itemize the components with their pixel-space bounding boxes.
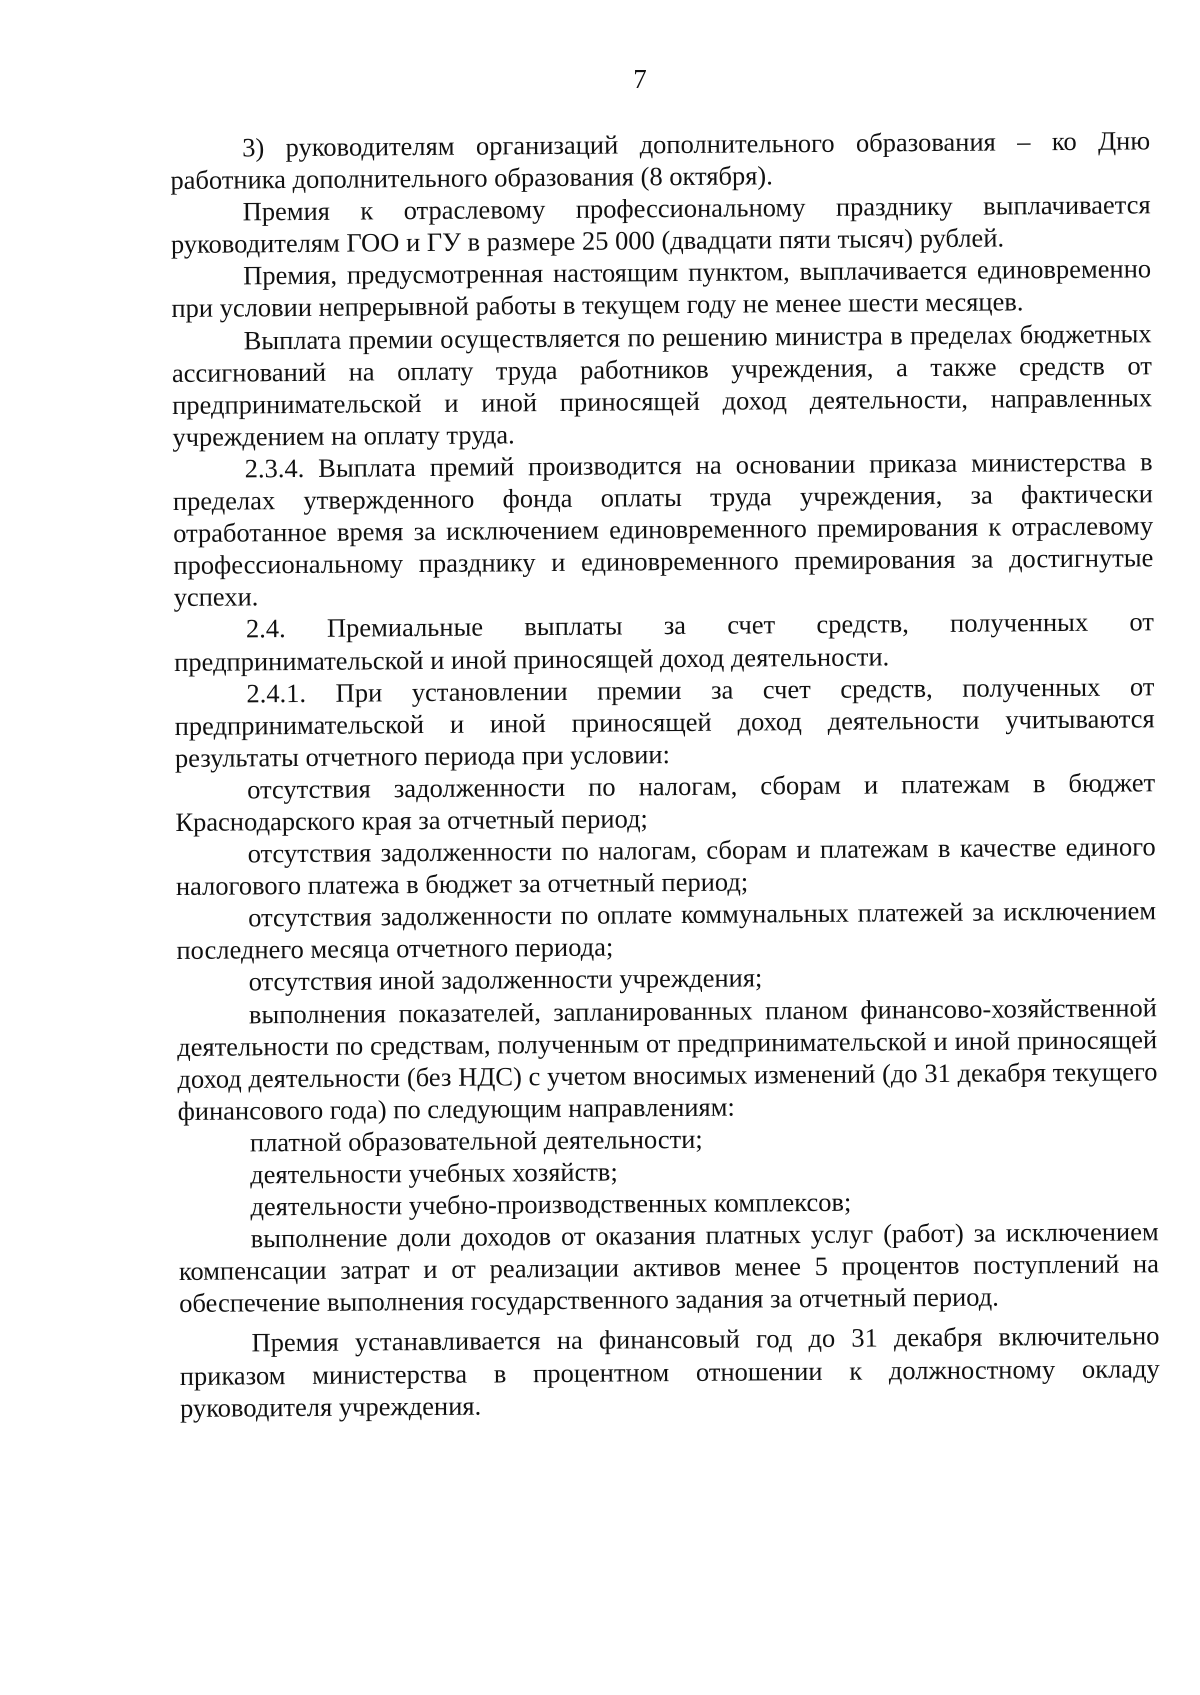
paragraph-3: Премия, предусмотренная настоящим пунктом, выплачивается единовременно при условии непрерывной работы в текущем году не менее шести месяцев. xyxy=(171,253,1152,324)
paragraph-7: 2.4.1. При установлении премии за счет средств, полученных от предпринимательской и иной приносящей доход деятельности учитываются результаты отчетного периода при условии: xyxy=(174,670,1155,773)
document-body xyxy=(170,124,1160,1423)
paragraph-14: деятельности учебных хозяйств; xyxy=(250,1156,618,1190)
paragraph-6: 2.4. Премиальные выплаты за счет средств, полученных от предпринимательской и иной приносящей доход деятельности. xyxy=(174,606,1154,677)
paragraph-5: 2.3.4. Выплата премий производится на основании приказа министерства в пределах утвержденного фонда оплаты труда учреждения, за фактически отработанное время за исключением единовременного премирования к отраслевому профессиональному празднику и единовременного премирования за достигнутые успехи. xyxy=(172,446,1154,613)
paragraph-9: отсутствия задолженности по налогам, сборам и платежам в качестве единого налогового платежа в бюджет за отчетный период; xyxy=(175,831,1156,902)
paragraph-16: выполнение доли доходов от оказания платных услуг (работ) за исключением компенсации затрат и от реализации активов менее 5 процентов поступлений на обеспечение выполнения государственного задания за отчетный период. xyxy=(178,1216,1160,1319)
paragraph-2: Премия к отраслевому профессиональному празднику выплачивается руководителям ГОО и ГУ в размере 25 000 (двадцати пяти тысяч) рублей. xyxy=(170,189,1151,260)
paragraph-10: отсутствия задолженности по оплате коммунальных платежей за исключением последнего месяца отчетного периода; xyxy=(176,895,1157,966)
page-number: 7 xyxy=(633,64,647,94)
paragraph-12: выполнения показателей, запланированных планом финансово-хозяйственной деятельности по средствам, полученным от предпринимательской и иной приносящей доход деятельности (без НДС) с учетом вносимых изменений (до 31 декабря текущего финансового года) по следующим направлениям: xyxy=(177,991,1158,1126)
paragraph-8: отсутствия задолженности по налогам, сборам и платежам в бюджет Краснодарского края за отчетный период; xyxy=(175,767,1156,837)
paragraph-11: отсутствия иной задолженности учреждения; xyxy=(248,962,763,997)
paragraph-1: 3) руководителям организаций дополнительного образования – ко Дню работника дополнительного образования (8 октября). xyxy=(170,125,1151,196)
paragraph-4: Выплата премии осуществляется по решению министра в пределах бюджетных ассигнований на оплату труда работников учреждения, а также средств от предпринимательской и иной приносящей доход деятельности, направленных учреждением на оплату труда. xyxy=(171,317,1153,452)
paragraph-13: платной образовательной деятельности; xyxy=(249,1123,703,1158)
paragraph-15: деятельности учебно-производственных комплексов; xyxy=(250,1186,852,1222)
paragraph-17: Премия устанавливается на финансовый год до 31 декабря включительно приказом министерства в процентном отношении к должностному окладу руководителя учреждения. xyxy=(179,1320,1160,1423)
